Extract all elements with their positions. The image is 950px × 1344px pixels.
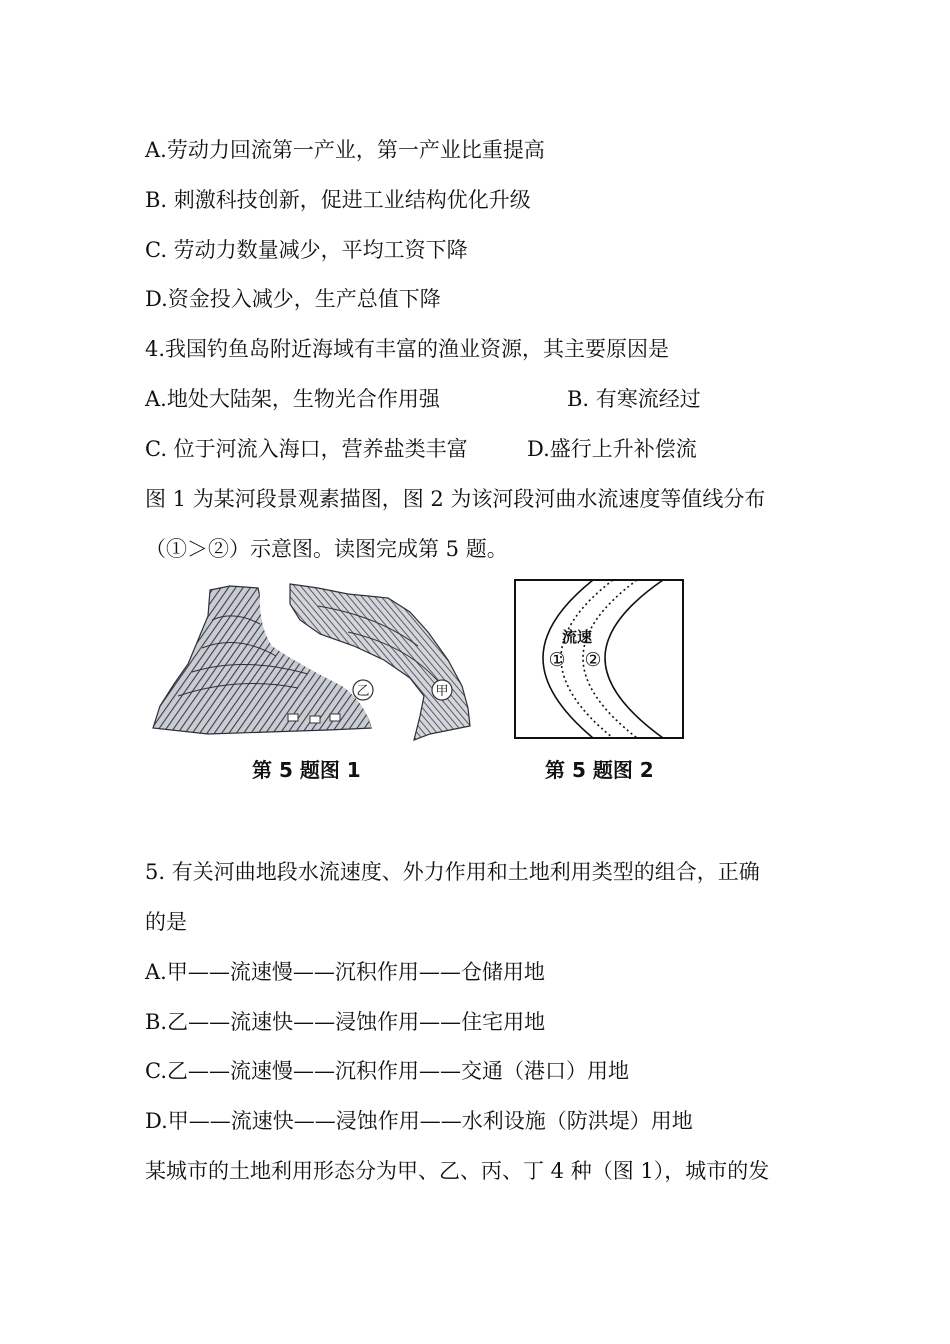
q3-option-b: B. 刺激科技创新，促进工业结构优化升级 — [145, 188, 531, 212]
q5-option-b: B.乙——流速快——浸蚀作用——住宅用地 — [145, 1010, 546, 1034]
q4-stem: 4.我国钓鱼岛附近海域有丰富的渔业资源，其主要原因是 — [145, 337, 670, 361]
figure-2-caption: 第 5 题图 2 — [545, 758, 654, 782]
isoline-1-label: ① — [548, 649, 566, 671]
q5-option-c: C.乙——流速慢——沉积作用——交通（港口）用地 — [145, 1059, 629, 1083]
q3-option-d: D.资金投入减少，生产总值下降 — [145, 287, 441, 311]
q5-option-d: D.甲——流速快——浸蚀作用——水利设施（防洪堤）用地 — [145, 1109, 693, 1133]
river-landscape-sketch — [148, 576, 478, 746]
label-jia: 甲 — [435, 684, 449, 699]
q3-option-a: A.劳动力回流第一产业，第一产业比重提高 — [145, 138, 545, 162]
q4-option-c: C. 位于河流入海口，营养盐类丰富 — [145, 437, 468, 461]
figure-intro-line-2: （①＞②）示意图。读图完成第 5 题。 — [145, 537, 508, 561]
q5-option-a: A.甲——流速慢——沉积作用——仓储用地 — [145, 960, 545, 984]
q5-stem-line-2: 的是 — [145, 910, 187, 934]
isoline-2-label: ② — [584, 649, 602, 671]
q4-option-d: D.盛行上升补偿流 — [527, 437, 697, 461]
label-yi: 乙 — [356, 684, 370, 699]
q4-option-b: B. 有寒流经过 — [567, 387, 701, 411]
river-sketch-drawing — [148, 576, 478, 746]
q5-stem-line-1: 5. 有关河曲地段水流速度、外力作用和土地利用类型的组合，正确 — [145, 860, 760, 884]
speed-label: 流速 — [561, 628, 593, 646]
figure-1-caption: 第 5 题图 1 — [252, 758, 361, 782]
flow-velocity-drawing — [513, 578, 687, 742]
figure-intro-line-1: 图 1 为某河段景观素描图，图 2 为该河段河曲水流速度等值线分布 — [145, 487, 766, 511]
flow-velocity-diagram — [513, 578, 687, 742]
q4-option-a: A.地处大陆架，生物光合作用强 — [145, 387, 440, 411]
q3-option-c: C. 劳动力数量减少，平均工资下降 — [145, 238, 468, 262]
next-question-intro: 某城市的土地利用形态分为甲、乙、丙、丁 4 种（图 1），城市的发 — [145, 1159, 770, 1183]
